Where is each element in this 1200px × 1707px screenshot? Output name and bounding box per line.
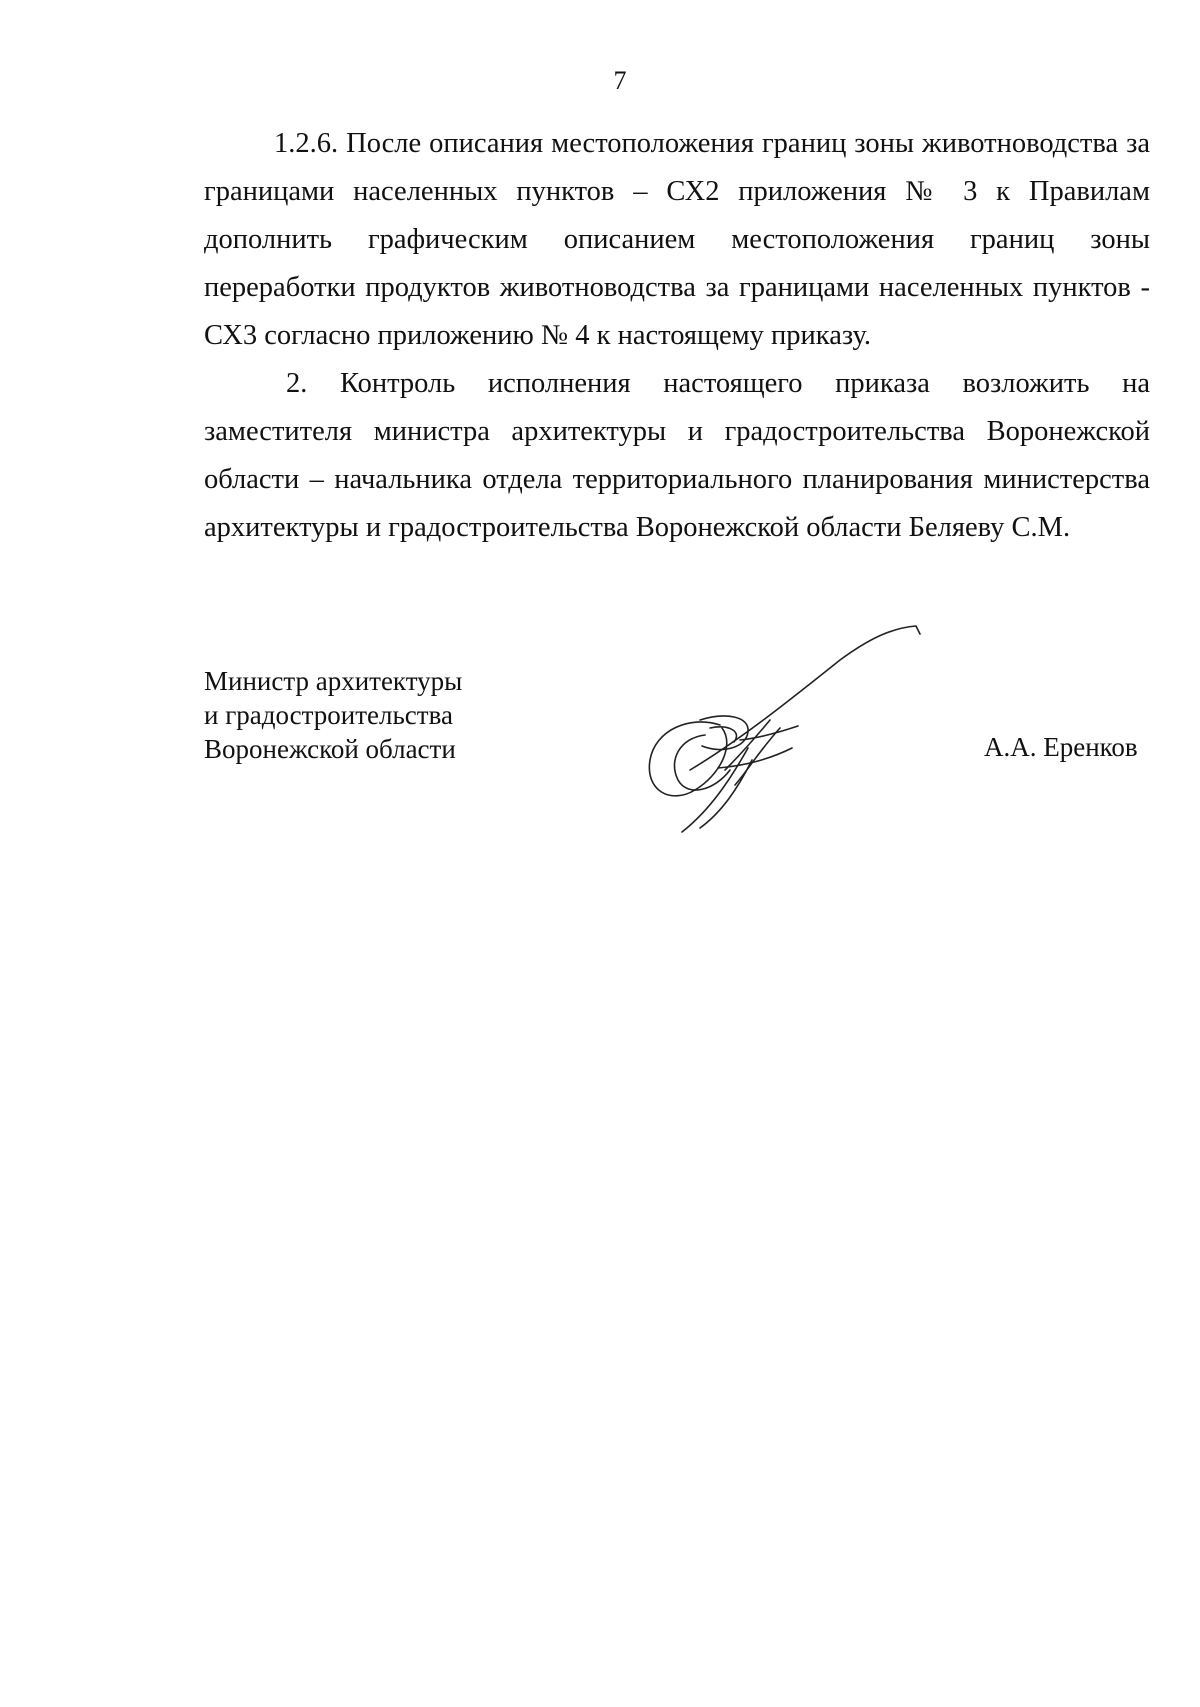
signatory-title-line: Воронежской области	[204, 734, 456, 764]
document-body	[204, 120, 1150, 552]
signatory-title-line: и градостроительства	[204, 700, 453, 730]
signatory-title	[204, 664, 462, 766]
paragraph-1-2-6: 1.2.6. После описания местоположения границ зоны животноводства за границами населенных пунктов – СХ2 приложения № 3 к Правилам дополнить графическим описанием местоположения границ зоны переработки продуктов животноводства за границами населенных пунктов - СХ3 согласно приложению № 4 к настоящему приказу.	[204, 128, 1150, 351]
handwritten-signature	[630, 620, 950, 840]
signatory-title-line: Министр архитектуры	[204, 666, 463, 696]
signatory-name: А.А. Еренков	[984, 732, 1138, 762]
paragraph-2: 2. Контроль исполнения настоящего приказа возложить на заместителя министра архитектуры и градостроительства Воронежской области – начальника отдела территориального планирования министерства архитектуры и градостроительства Воронежской области Беляеву С.М.	[204, 368, 1150, 543]
page-number: 7	[613, 66, 627, 95]
